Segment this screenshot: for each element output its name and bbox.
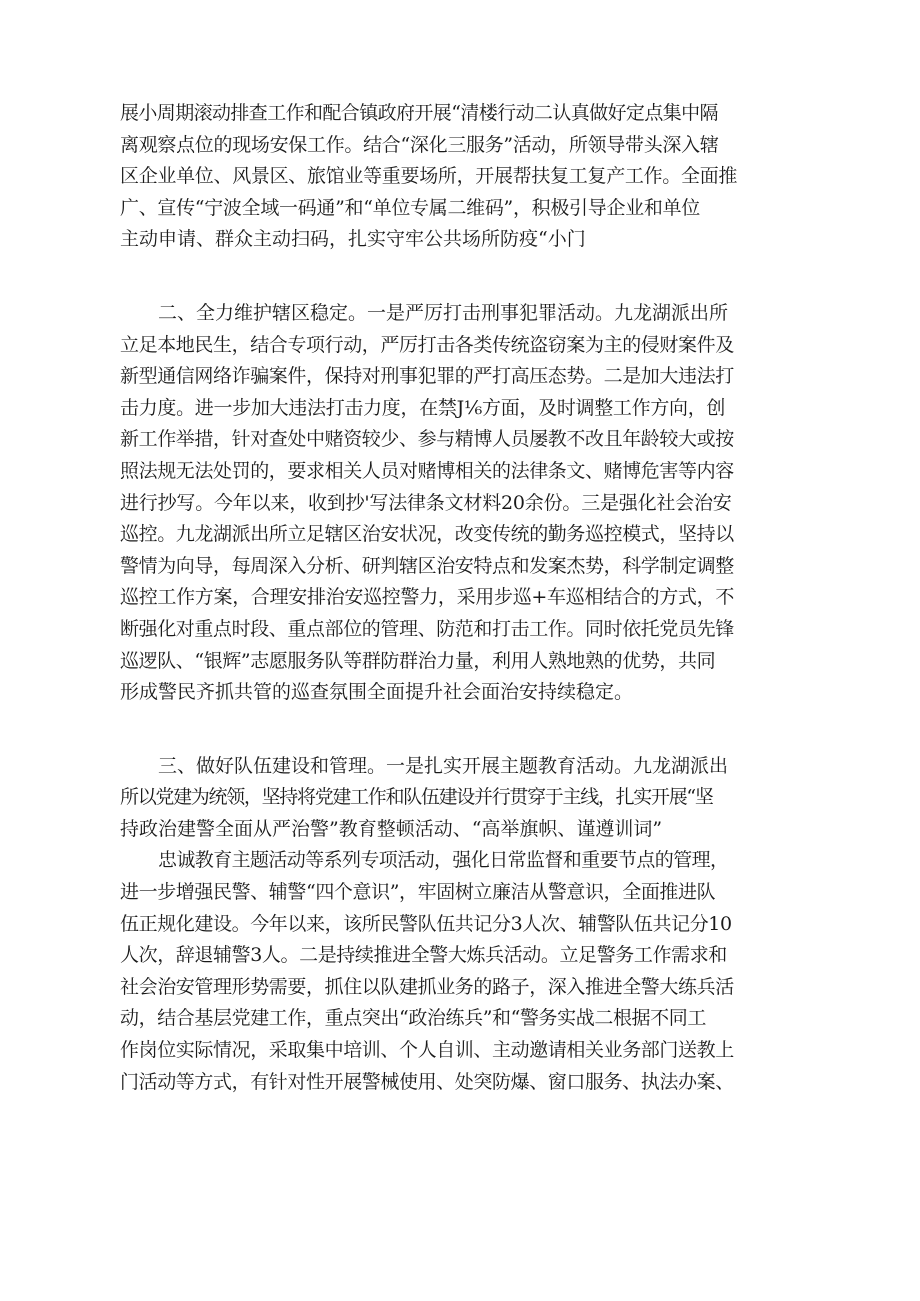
text-line: 击力度。进一步加大违法打击力度，在禁J⅙方面，及时调整工作方向，创	[120, 396, 726, 419]
text-line: 巡控工作方案，合理安排治安巡控警力，采用步巡+车巡相结合的方式，不	[120, 586, 735, 609]
text-line: 离观察点位的现场安保工作。结合“深化三服务”活动，所领导带头深入辖	[120, 133, 719, 156]
text-line: 新型通信网络诈骗案件，保持对刑事犯罪的严打高压态势。二是加大违法打	[120, 365, 734, 388]
text-line: 持政治建警全面从严治警”教育整顿活动、“高举旗帜、谨遵训词”	[120, 817, 663, 840]
text-line: 巡控。九龙湖派出所立足辖区治安状况，改变传统的勤务巡控模式，坚持以	[120, 523, 734, 546]
text-line: 进行抄写。今年以来，收到抄'写法律条文材料20余份。三是强化社会治安	[120, 491, 732, 514]
text-line: 广、宣传“宁波全域一码通”和“单位专属二维码”，积极引导企业和单位	[120, 196, 700, 219]
text-line: 照法规无法处罚的，要求相关人员对赌博相关的法律条文、赌博危害等内容	[120, 459, 734, 482]
paragraph-spacer	[120, 256, 800, 298]
text-line: 人次，辞退辅警3人。二是持续推进全警大炼兵活动。立足警务工作需求和	[120, 944, 727, 967]
text-line: 形成警民齐抓共管的巡查氛围全面提升社会面治安持续稳定。	[120, 681, 634, 704]
section-heading-line: 二、全力维护辖区稳定。一是严厉打击刑事犯罪活动。九龙湖派出所	[158, 301, 729, 324]
paragraph-spacer	[120, 709, 800, 751]
text-line: 区企业单位、风景区、旅馆业等重要场所，开展帮扶复工复产工作。全面推	[120, 165, 738, 188]
text-line: 断强化对重点时段、重点部位的管理、防范和打击工作。同时依托党员先锋	[120, 617, 734, 640]
text-line: 作岗位实际情况，采取集中培训、个人自训、主动邀请相关业务部门送教上	[120, 1039, 734, 1062]
paragraph-continuation	[120, 845, 800, 1098]
paragraph-section-2	[120, 298, 800, 709]
text-line: 主动申请、群众主动扫码，扎实守牢公共场所防疫“小门	[120, 228, 586, 251]
text-line: 伍正规化建设。今年以来，该所民警队伍共记分3人次、辅警队伍共记分10	[120, 912, 732, 935]
text-line: 所以党建为统领，坚持将党建工作和队伍建设并行贯穿于主线，扎实开展“坚	[120, 786, 713, 809]
section-heading-line: 三、做好队伍建设和管理。一是扎实开展主题教育活动。九龙湖派出	[158, 754, 729, 777]
text-line: 动，结合基层党建工作，重点突出“政治练兵”和“警务实战二根据不同工	[120, 1007, 706, 1030]
text-line: 门活动等方式，有针对性开展警械使用、处突防爆、窗口服务、执法办案、	[120, 1070, 734, 1093]
document-body	[120, 98, 800, 1098]
text-line: 展小周期滚动排查工作和配合镇政府开展“清楼行动二认真做好定点集中隔	[120, 102, 718, 124]
text-line: 进一步增强民警、辅警“四个意识”，牢固树立廉洁从警意识，全面推进队	[120, 881, 716, 904]
text-line: 新工作举措，针对查处中赌资较少、参与精博人员屡教不改且年龄较大或按	[120, 428, 734, 451]
paragraph-section-3	[120, 751, 800, 846]
paragraph-continuation	[120, 98, 800, 256]
text-line: 忠诚教育主题活动等系列专项活动，强化日常监督和重要节点的管理，	[158, 849, 729, 872]
text-line: 立足本地民生，结合专项行动，严厉打击各类传统盗窃案为主的侵财案件及	[120, 333, 734, 356]
text-line: 社会治安管理形势需要，抓住以队建抓业务的路子，深入推进全警大练兵活	[120, 975, 734, 998]
text-line: 巡逻队、“银辉”志愿服务队等群防群治力量，利用人熟地熟的优势，共同	[120, 649, 716, 672]
text-line: 警情为向导，每周深入分析、研判辖区治安特点和发案杰势，科学制定调整	[120, 554, 734, 577]
